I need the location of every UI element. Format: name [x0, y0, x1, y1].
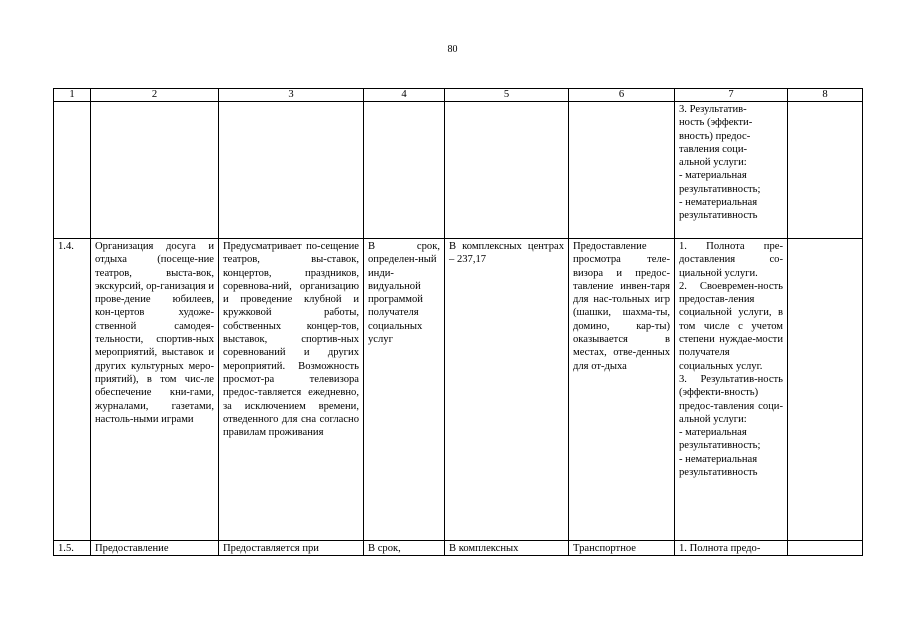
- notes-cell: [788, 239, 863, 541]
- service-tariff-cell: В комплексных: [445, 541, 569, 556]
- notes-cell: [788, 541, 863, 556]
- table-row: [54, 239, 863, 541]
- header-cell-4: 4: [364, 89, 445, 102]
- service-tariff-cell: В комплексных центрах – 237,17: [445, 239, 569, 541]
- service-name-cell: Предоставление: [91, 541, 219, 556]
- service-term-cell: [364, 102, 445, 239]
- service-term-cell: В срок,: [364, 541, 445, 556]
- header-cell-6: 6: [569, 89, 675, 102]
- notes-cell: [788, 102, 863, 239]
- service-description-cell: Предоставляется при: [219, 541, 364, 556]
- services-table: [53, 88, 863, 556]
- service-name-cell: Организация досуга и отдыха (посеще-ние театров, выста-вок, экскурсий, ор-ганизация и прове-дение юбилеев, кон-цертов художе-ственной самодея-тельности, спортив-ных мероприятий, выставок и других культурных меро-приятий), в том чис-ле обеспечение кни-гами, журналами, газетами, настоль-ными играми: [91, 239, 219, 541]
- table-row: [54, 541, 863, 556]
- header-cell-1: 1: [54, 89, 91, 102]
- quality-indicators-cell: 1. Полнота предо-: [675, 541, 788, 556]
- service-name-cell: [91, 102, 219, 239]
- header-cell-8: 8: [788, 89, 863, 102]
- table-row: [54, 102, 863, 239]
- row-number-cell: 1.5.: [54, 541, 91, 556]
- row-number-cell: 1.4.: [54, 239, 91, 541]
- service-conditions-cell: [569, 102, 675, 239]
- header-cell-3: 3: [219, 89, 364, 102]
- service-conditions-cell: Предоставление просмотра теле-визора и предос-тавление инвен-таря для нас-тольных игр (шашки, шахма-ты, домино, кар-ты) оказывается в местах, отве-денных для от-дыха: [569, 239, 675, 541]
- quality-indicators-cell: 3. Результатив- ность (эффекти- вность) предос- тавления соци- альной услуги: - материальная результативность; - нематериальная результативность: [675, 102, 788, 239]
- service-tariff-cell: [445, 102, 569, 239]
- header-cell-2: 2: [91, 89, 219, 102]
- quality-indicators-cell: 1. Полнота пре-доставления со-циальной услуги. 2. Своевремен-ность предостав-ления социальной услуги, в том числе с учетом степени нуждае-мости получателя социальных услуг. 3. Результатив-ность (эффекти-вность) предос-тавления соци-альной услуги: - материальная результативность; - нематериальная результативность: [675, 239, 788, 541]
- service-term-cell: В срок, определен-ный инди-видуальной программой получателя социальных услуг: [364, 239, 445, 541]
- page-number: 80: [447, 44, 458, 55]
- header-row: [54, 89, 863, 102]
- service-description-cell: [219, 102, 364, 239]
- row-number-cell: [54, 102, 91, 239]
- header-cell-5: 5: [445, 89, 569, 102]
- service-conditions-cell: Транспортное: [569, 541, 675, 556]
- service-description-cell: Предусматривает по-сещение театров, вы-ставок, концертов, праздников, соревнова-ний, организацию и проведение клубной и кружковой работы, собственных концер-тов, выставок, спортив-ных соревнований и других мероприятий. Возможность просмот-ра телевизора предос-тавляется ежедневно, за исключением времени, отведенного для сна согласно правилам проживания: [219, 239, 364, 541]
- header-cell-7: 7: [675, 89, 788, 102]
